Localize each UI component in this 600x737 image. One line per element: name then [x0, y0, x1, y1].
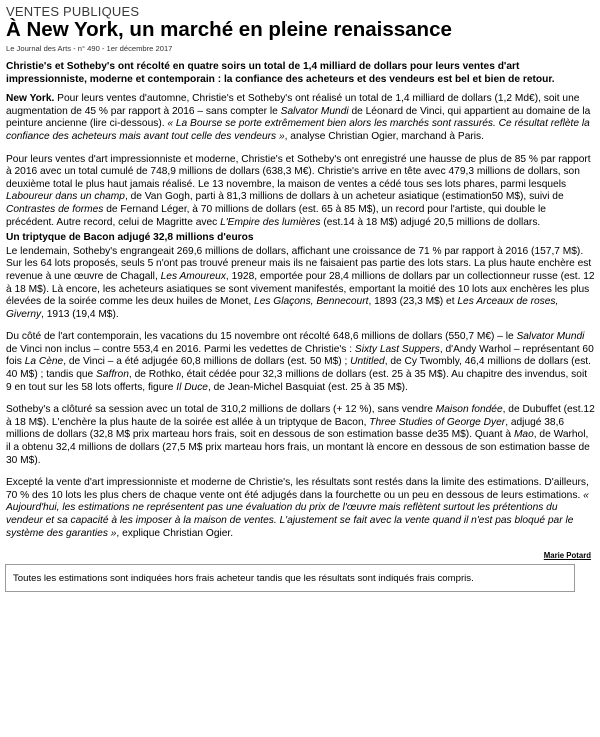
artwork-title: Salvator Mundi — [280, 105, 349, 117]
text-span: de Fernand Léger, à 70 millions de dollars (est. 65 à 85 M$), un record pour l'artiste, qui double le précédent. Autre record, celui de Magritte avec — [6, 203, 546, 228]
artwork-title: Salvator Mundi — [516, 331, 585, 343]
artwork-title: Maison fondée — [435, 404, 503, 416]
quote: « La Bourse se porte extrêmement bien alors les marchés sont rassurés. Ce résultat reflète la confiance des acheteurs mais avant tout celle des vendeurs » — [6, 118, 590, 142]
text-span: Excepté la vente d'art impressionniste et moderne de Christie's, les résultats sont restés dans la limite des estimations. D'ailleurs, 70 % des 10 lots les plus chers de chaque vente ont été adjugés dans la fourchette ou un peu en dessous de leurs estimations. — [6, 477, 589, 501]
text-span: , de Warhol, il a obtenu 32,4 millions de dollars (27,5 M$ prix marteau hors frais, un montant là encore en dessous de son estimation basse de 30 M$). — [6, 429, 590, 466]
paragraph-6 — [6, 477, 595, 540]
article-lead-summary: Christie's et Sotheby's ont récolté en quatre soirs un total de 1,4 milliard de dollars pour leurs ventes d'art impressionniste, moderne et contemporain : la confiance des acheteurs et des vendeurs est bel et bien de retour. — [6, 61, 555, 85]
dateline: New York. — [6, 93, 55, 105]
artwork-title: Sixty Last Suppers — [354, 343, 440, 355]
text-span: , de Van Gogh, parti à 81,3 millions de dollars à un acheteur asiatique (estimation50 M$), suivi de — [124, 191, 564, 203]
text-span: , analyse Christian Ogier, marchand à Paris. — [284, 130, 484, 142]
text-span: , adjugé 38,6 millions de dollars (32,8 M$ prix marteau hors frais, soit en dessous de son estimation basse de35 M$). Quant à — [6, 416, 565, 441]
text-span: , 1893 (23,3 M$) et — [368, 296, 458, 308]
artwork-title: Laboureur dans un champ — [6, 191, 125, 203]
artwork-title: Les Amoureux — [160, 270, 226, 282]
text-span: , de Jean-Michel Basquiat (est. 25 à 35 M$). — [207, 381, 408, 393]
text-span: , d'Andy Warhol – représentant 60 fois — [6, 343, 594, 368]
artwork-title: Untitled — [350, 356, 385, 368]
text-span: , de Rothko, était cédée pour 32,3 millions de dollars (est. 25 à 35 M$). Au chapitre des invendus, soit 9 en tout sur les 58 lots offerts, figure — [6, 369, 588, 393]
artwork-title: L'Empire des lumières — [220, 216, 321, 228]
text-span: , de Dubuffet (est.12 à 18 M$). L'enchère la plus haute de la soirée est allée à un triptyque de Bacon, — [6, 404, 595, 428]
text-span: de Léonard de Vinci, qui appartient au domaine de la peinture ancienne (lire ci-dessous). — [6, 105, 591, 130]
text-span: (est.14 à 18 M$) adjugé 20,5 millions de dollars. — [320, 216, 541, 228]
paragraph-3 — [6, 246, 595, 322]
quote: « Aujourd'hui, les estimations ne représentent pas une évaluation du prix de l'œuvre mais reflètent surtout les prétentions du vendeur et sa capacité à les imposer à la maison de ventes. L'ajustement se fait avec la vente quand il n'est pas bloqué par le système des garanties » — [6, 489, 589, 539]
paragraph-1 — [6, 93, 595, 143]
artwork-title: Saffron — [96, 369, 129, 381]
text-span: , de Cy Twombly, 46,4 millions de dollars (est. 40 M$) ; tandis que — [6, 356, 591, 381]
text-span: Du côté de l'art contemporain, les vacations du 15 novembre ont récolté 648,6 millions de dollars (550,7 M€) – le — [6, 331, 517, 343]
artwork-title: Three Studies of George Dyer — [369, 416, 506, 428]
article-title: À New York, un marché en pleine renaissance — [6, 18, 452, 41]
artwork-title: Il Duce — [176, 381, 208, 393]
rubric-label: VENTES PUBLIQUES — [6, 4, 140, 19]
text-span: , explique Christian Ogier. — [116, 527, 234, 539]
text-span: Pour leurs ventes d'automne, Christie's et Sotheby's ont réalisé un total de 1,4 milliard de dollars (1,2 Md€), soit une augmentation de 45 % par rapport à 2016 – sans compter le — [6, 93, 580, 117]
footnote-box: Toutes les estimations sont indiquées hors frais acheteur tandis que les résultats sont indiqués frais compris. — [5, 564, 575, 592]
text-span: Sotheby's a clôturé sa session avec un total de 310,2 millions de dollars (+ 12 %), sans vendre — [6, 404, 436, 416]
text-span: de Vinci non inclus – contre 553,4 en 2016. Parmi les vedettes de Christie's : — [6, 343, 355, 355]
paragraph-4 — [6, 331, 595, 394]
artwork-title: La Cène — [24, 356, 64, 368]
artwork-title: Mao — [513, 429, 534, 441]
text-span: Pour leurs ventes d'art impressionniste et moderne, Christie's et Sotheby's ont enregistré une hausse de plus de 85 % par rapport à 2016 avec un total cumulé de 748,9 millions de dollars (638,3 M€). Christie's arrive en tête avec 479,3 millions de dollars, son deuxième total le plus haut jamais réalisé. Le 13 novembre, la maison de ventes a cédé tous ses lots phares, parmi lesquels — [6, 153, 591, 190]
artwork-title: Les Glaçons, Bennecourt — [254, 296, 369, 308]
text-span: , 1928, emportée pour 28,4 millions de dollars par un collectionneur russe (est. 12 à 18 M$). Là encore, les acheteurs asiatiques se sont vivement manifestés, emportant la moitié des 10 lots aux enchères les plus élevées de la soirée comme les deux huiles de Monet, — [6, 270, 595, 308]
artwork-title: Les Arceaux de roses, Giverny — [6, 296, 559, 320]
paragraph-2 — [6, 154, 595, 230]
text-span: , de Vinci – a été adjugée 60,8 millions de dollars (est. 50 M$) ; — [63, 356, 351, 368]
text-span: , 1913 (19,4 M$). — [41, 308, 119, 320]
artwork-title: Contrastes de formes — [6, 203, 104, 215]
text-span: Le lendemain, Sotheby's engrangeait 269,6 millions de dollars, affichant une croissance de 71 % par rapport à 2016 (157,7 M$). Sur les 64 lots proposés, seuls 5 n'ont pas trouvé preneur mais ils ne faisaient pas partie des lots stars. La plus haute enchère est revenue à une œuvre de Chagall, — [6, 245, 592, 282]
author-signature: Marie Potard — [543, 551, 591, 561]
source-line: Le Journal des Arts - n° 490 - 1er décembre 2017 — [6, 44, 173, 53]
paragraph-5 — [6, 404, 595, 467]
section-subheading: Un triptyque de Bacon adjugé 32,8 millions d'euros — [6, 232, 254, 244]
